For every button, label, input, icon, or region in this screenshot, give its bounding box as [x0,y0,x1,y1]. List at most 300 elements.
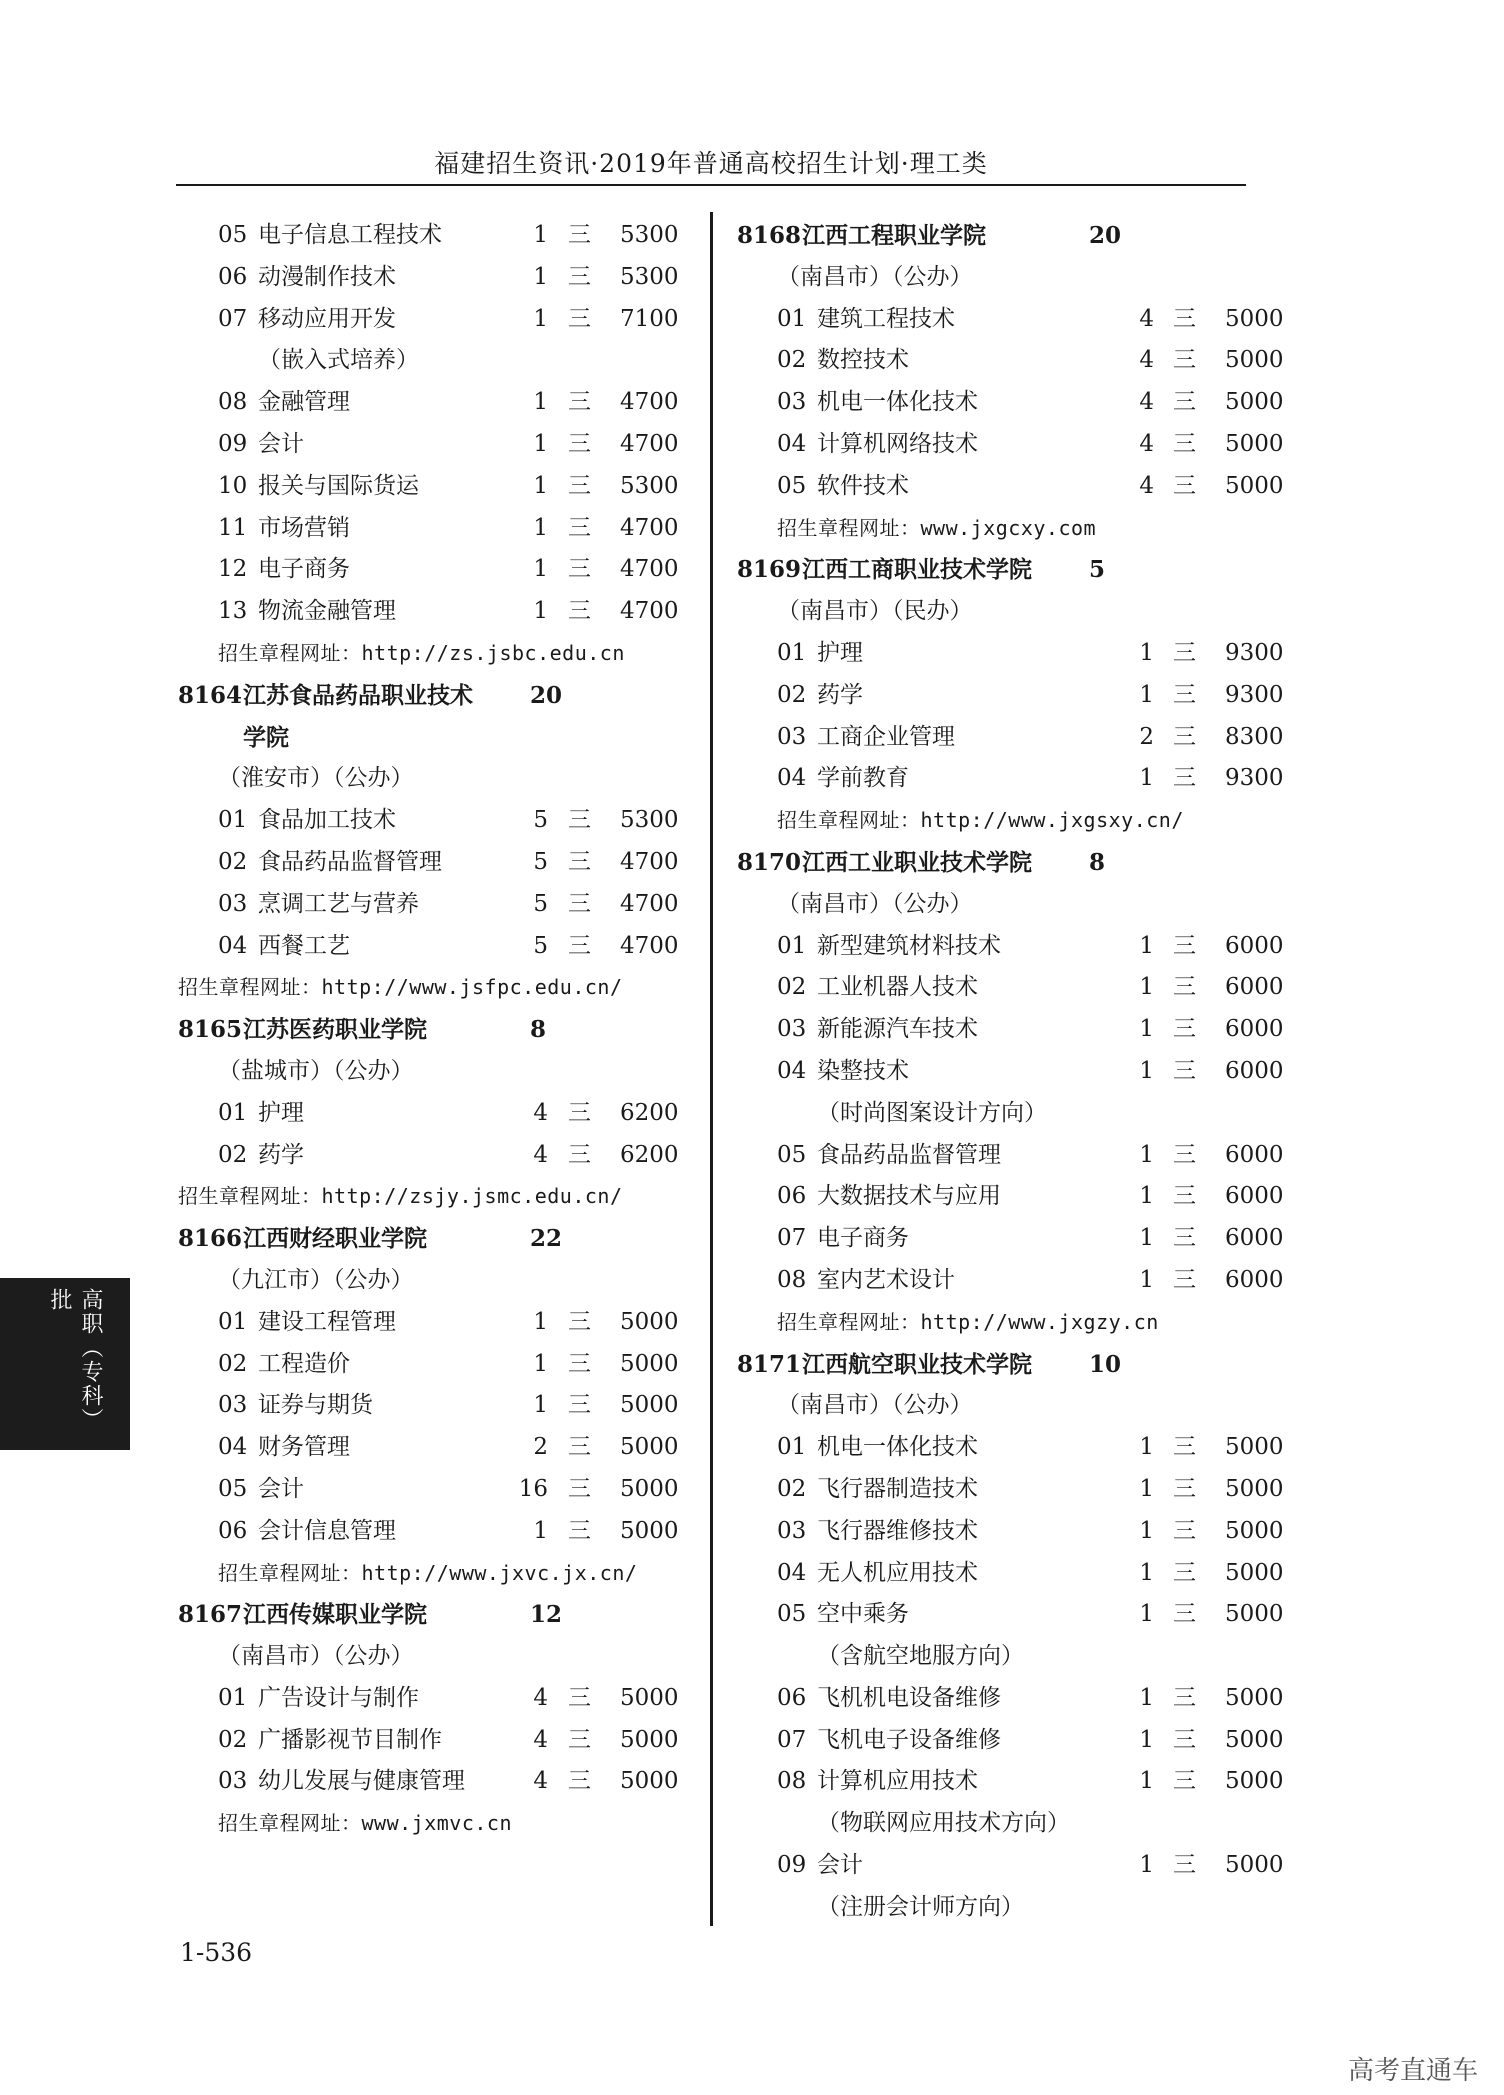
major-category: 三 [1173,305,1196,332]
major-tuition: 5000 [1225,1726,1284,1753]
major-tuition: 6000 [1225,1225,1284,1252]
major-name: 机电一体化技术 [817,389,978,416]
major-plan-count: 1 [1139,1266,1154,1293]
major-plan-count: 2 [1139,723,1154,750]
major-name: 电子商务 [258,556,350,583]
major-code: 13 [218,598,248,625]
major-category: 三 [1173,932,1196,959]
admission-url: 招生章程网址：www.jxmvc.cn [218,1811,512,1836]
major-category: 三 [568,1434,591,1461]
major-code: 06 [777,1684,807,1711]
major-tuition: 6000 [1225,1183,1284,1210]
major-name: 数控技术 [817,347,909,374]
major-category: 三 [1173,1016,1196,1043]
major-row [737,1176,1284,1218]
major-name: 移动应用开发 [258,305,396,332]
major-plan-count: 1 [533,263,548,290]
school-plan-total: 20 [1089,222,1122,249]
major-row [737,1427,1284,1469]
major-tuition: 6000 [1225,974,1284,1001]
major-plan-count: 5 [533,807,548,834]
admission-url-row [178,1803,718,1845]
major-code: 02 [777,974,807,1001]
major-plan-count: 1 [1139,681,1154,708]
school-row [737,549,1257,591]
major-code: 07 [777,1225,807,1252]
major-tuition: 5300 [620,263,679,290]
major-tuition: 5300 [620,807,679,834]
major-plan-count: 1 [533,472,548,499]
admission-url-row [178,967,718,1009]
school-row [178,675,718,717]
major-code: 07 [218,305,248,332]
major-code: 03 [218,1392,248,1419]
major-name: 计算机网络技术 [817,430,978,457]
major-name: 动漫制作技术 [258,263,396,290]
major-tuition: 5000 [620,1434,679,1461]
major-name: 空中乘务 [817,1601,909,1628]
major-category: 三 [568,430,591,457]
school-name: 江西工商职业技术学院 [802,556,1032,584]
major-category: 三 [568,1392,591,1419]
admission-url: 招生章程网址：http://www.jxvc.jx.cn/ [218,1560,638,1585]
major-row [737,1720,1284,1762]
location-line: （淮安市）（公办） [218,765,414,792]
school-name-continued: 学院 [243,723,289,751]
major-name: 物流金融管理 [258,598,396,625]
major-row [178,1511,718,1553]
major-tuition: 5000 [620,1517,679,1544]
major-row [737,466,1284,508]
major-category: 三 [568,1475,591,1502]
major-row [737,1553,1284,1595]
major-plan-count: 1 [533,514,548,541]
major-category: 三 [1173,1225,1196,1252]
major-name: 食品药品监督管理 [817,1141,1001,1168]
major-row [737,1511,1284,1553]
major-category: 三 [568,1768,591,1795]
school-name: 江苏医药职业学院 [243,1016,427,1044]
major-category: 三 [1173,974,1196,1001]
location-line-row [737,591,1257,633]
major-row [178,466,718,508]
major-tuition: 5000 [620,1350,679,1377]
major-name: 证券与期货 [258,1392,373,1419]
major-category: 三 [568,1726,591,1753]
major-name: 飞机电子设备维修 [817,1726,1001,1753]
major-code: 06 [218,263,248,290]
major-name: 新型建筑材料技术 [817,932,1001,959]
major-plan-count: 4 [533,1141,548,1168]
major-plan-count: 1 [533,430,548,457]
major-code: 05 [218,1475,248,1502]
major-tuition: 4700 [620,598,679,625]
major-tuition: 5300 [620,472,679,499]
major-tuition: 9300 [1225,639,1284,666]
school-row [737,1344,1257,1386]
major-code: 04 [777,1057,807,1084]
major-tuition: 5000 [1225,1517,1284,1544]
school-plan-total: 20 [530,681,563,709]
major-row [178,1135,718,1177]
admission-url-row [737,800,1257,842]
major-code: 01 [218,1684,248,1711]
major-name: 工商企业管理 [817,723,955,750]
major-name: 电子信息工程技术 [258,222,442,248]
major-tuition: 4700 [620,430,679,457]
major-category: 三 [568,1684,591,1711]
major-category: 三 [568,1099,591,1126]
major-tuition: 5000 [620,1308,679,1335]
major-category: 三 [1173,723,1196,750]
admission-url-row [737,1302,1257,1344]
major-tuition: 6200 [620,1141,679,1168]
major-plan-count: 4 [533,1768,548,1795]
major-name: 室内艺术设计 [817,1266,955,1293]
right-column [737,215,1284,1929]
location-line: （南昌市）（公办） [218,1643,414,1670]
major-direction-note: （时尚图案设计方向） [817,1099,1047,1126]
major-code: 03 [777,389,807,416]
major-name: 药学 [258,1141,304,1168]
section-side-tab [0,1278,130,1450]
major-row [178,591,718,633]
major-row [737,382,1284,424]
major-plan-count: 5 [533,932,548,959]
major-plan-count: 4 [1139,430,1154,457]
major-plan-count: 1 [1139,1517,1154,1544]
major-tuition: 6000 [1225,1266,1284,1293]
major-row [737,967,1284,1009]
major-tuition: 5000 [1225,305,1284,332]
major-tuition: 4700 [620,556,679,583]
major-category: 三 [568,848,591,875]
major-code: 02 [218,1726,248,1753]
school-code: 8170 [737,848,802,876]
major-plan-count: 1 [1139,1475,1154,1502]
location-line: （盐城市）（公办） [218,1057,414,1084]
major-tuition: 5000 [1225,472,1284,499]
major-code: 09 [777,1852,807,1879]
major-tuition: 5000 [1225,1768,1284,1795]
major-code: 08 [777,1768,807,1795]
major-tuition: 5000 [1225,1434,1284,1461]
major-row [737,424,1284,466]
major-plan-count: 1 [1139,1225,1154,1252]
major-category: 三 [568,932,591,959]
major-category: 三 [1173,430,1196,457]
major-tuition: 4700 [620,514,679,541]
major-category: 三 [568,1141,591,1168]
major-name: 广告设计与制作 [258,1684,419,1711]
major-name: 会计 [817,1852,863,1879]
major-name: 机电一体化技术 [817,1434,978,1461]
major-plan-count: 1 [1139,765,1154,792]
major-category: 三 [568,305,591,332]
major-name: 电子商务 [817,1225,909,1252]
major-row [737,758,1284,800]
major-category: 三 [1173,1517,1196,1544]
major-category: 三 [568,890,591,917]
major-category: 三 [568,1308,591,1335]
major-row [737,1218,1284,1260]
major-name: 药学 [817,681,863,708]
major-tuition: 4700 [620,932,679,959]
school-name: 江西财经职业学院 [243,1225,427,1253]
major-category: 三 [1173,1852,1196,1879]
location-line: （南昌市）（公办） [777,1392,973,1419]
major-code: 04 [777,1559,807,1586]
school-plan-total: 8 [530,1016,547,1044]
major-category: 三 [568,1517,591,1544]
major-plan-count: 1 [533,1392,548,1419]
school-code: 8168 [737,222,802,249]
major-tuition: 6000 [1225,1016,1284,1043]
major-tuition: 9300 [1225,681,1284,708]
major-row [178,424,718,466]
major-code: 03 [777,1517,807,1544]
major-category: 三 [1173,1141,1196,1168]
major-category: 三 [568,514,591,541]
major-plan-count: 1 [1139,1141,1154,1168]
major-name: 飞行器维修技术 [817,1517,978,1544]
major-category: 三 [568,222,591,248]
major-code: 06 [777,1183,807,1210]
admission-url-row [178,1553,718,1595]
school-name: 江西航空职业技术学院 [802,1350,1032,1378]
major-row [178,215,718,257]
major-row [178,1344,718,1386]
major-plan-count: 1 [1139,932,1154,959]
major-code: 04 [777,765,807,792]
school-name: 江西工业职业技术学院 [802,848,1032,876]
major-code: 07 [777,1726,807,1753]
school-row [178,1594,718,1636]
school-name: 江苏食品药品职业技术 [243,681,473,709]
major-direction-note: （含航空地服方向） [817,1643,1024,1670]
major-code: 02 [777,347,807,374]
major-row [737,1761,1284,1803]
major-name: 市场营销 [258,514,350,541]
major-name: 广播影视节目制作 [258,1726,442,1753]
major-name: 幼儿发展与健康管理 [258,1768,465,1795]
major-plan-count: 1 [1139,1434,1154,1461]
major-row [178,299,718,341]
major-row [178,842,718,884]
major-tuition: 5000 [1225,1559,1284,1586]
admission-url-row [178,1176,718,1218]
major-name: 金融管理 [258,389,350,416]
major-plan-count: 1 [1139,1057,1154,1084]
major-category: 三 [568,1350,591,1377]
major-plan-count: 1 [533,389,548,416]
location-line: （南昌市）（公办） [777,263,973,290]
side-tab-label: 高职（专科）批 [47,1288,103,1432]
major-code: 10 [218,472,248,499]
major-row [737,675,1284,717]
major-direction-note: （注册会计师方向） [817,1893,1024,1920]
location-line-row [737,257,1257,299]
school-code: 8167 [178,1601,243,1629]
school-code: 8165 [178,1016,243,1044]
major-code: 08 [218,389,248,416]
major-direction-note: （物联网应用技术方向） [817,1810,1070,1837]
school-name-continued-row [178,717,718,759]
major-code: 04 [218,1434,248,1461]
major-category: 三 [1173,1266,1196,1293]
major-category: 三 [1173,1434,1196,1461]
major-plan-count: 1 [533,556,548,583]
major-plan-count: 1 [533,1350,548,1377]
major-direction-note-row [737,1887,1257,1929]
major-name: 工业机器人技术 [817,974,978,1001]
major-row [178,549,718,591]
major-name: 大数据技术与应用 [817,1183,1001,1210]
major-code: 12 [218,556,248,583]
left-column [178,215,718,1845]
major-code: 03 [218,890,248,917]
major-name: 飞行器制造技术 [817,1475,978,1502]
major-plan-count: 1 [533,598,548,625]
major-row [737,633,1284,675]
major-code: 04 [777,430,807,457]
major-name: 食品药品监督管理 [258,848,442,875]
major-category: 三 [568,472,591,499]
school-plan-total: 10 [1089,1350,1122,1378]
major-category: 三 [568,807,591,834]
major-name: 工程造价 [258,1350,350,1377]
school-plan-total: 12 [530,1601,563,1629]
major-plan-count: 4 [533,1726,548,1753]
major-code: 02 [218,1350,248,1377]
major-row [737,1009,1284,1051]
major-code: 08 [777,1266,807,1293]
major-row [178,1093,718,1135]
major-tuition: 5000 [620,1475,679,1502]
major-code: 01 [777,1434,807,1461]
major-name: 护理 [817,639,863,666]
major-category: 三 [1173,681,1196,708]
major-tuition: 5000 [1225,389,1284,416]
major-row [178,1469,718,1511]
major-row [178,257,718,299]
major-tuition: 6000 [1225,1141,1284,1168]
running-header: 福建招生资讯·2019年普通高校招生计划·理工类 [434,149,988,178]
major-row [737,1469,1284,1511]
major-plan-count: 5 [533,890,548,917]
major-name: 食品加工技术 [258,807,396,834]
major-category: 三 [1173,765,1196,792]
major-code: 04 [218,932,248,959]
major-plan-count: 16 [518,1475,548,1502]
major-code: 03 [777,1016,807,1043]
major-name: 报关与国际货运 [258,472,419,499]
major-code: 03 [777,723,807,750]
major-row [737,717,1284,759]
school-code: 8164 [178,681,243,709]
admission-url: 招生章程网址：http://zs.jsbc.edu.cn [218,640,625,665]
major-row [737,1594,1284,1636]
header-rule [176,184,1246,186]
major-plan-count: 2 [533,1434,548,1461]
major-plan-count: 1 [1139,1768,1154,1795]
major-code: 05 [777,1601,807,1628]
location-line-row [178,1636,718,1678]
major-category: 三 [1173,389,1196,416]
major-direction-note-row [737,1803,1257,1845]
watermark: 高考直通车 [1347,2056,1478,2086]
page-number: 1-536 [180,1938,253,1967]
location-line: （九江市）（公办） [218,1266,414,1293]
major-plan-count: 1 [1139,1559,1154,1586]
major-name: 飞机机电设备维修 [817,1684,1001,1711]
major-row [737,926,1284,968]
major-code: 01 [777,932,807,959]
major-plan-count: 1 [1139,1601,1154,1628]
location-line: （南昌市）（公办） [777,890,973,917]
major-code: 01 [218,1099,248,1126]
location-line-row [737,1385,1257,1427]
major-plan-count: 1 [533,222,548,248]
school-row [737,215,1257,257]
major-plan-count: 4 [1139,305,1154,332]
major-name: 新能源汽车技术 [817,1016,978,1043]
major-tuition: 5000 [1225,430,1284,457]
major-plan-count: 1 [1139,1726,1154,1753]
major-tuition: 5000 [620,1684,679,1711]
major-tuition: 4700 [620,848,679,875]
major-row [178,1761,718,1803]
major-row [178,1678,718,1720]
major-plan-count: 1 [1139,1016,1154,1043]
major-row [178,1302,718,1344]
major-plan-count: 4 [533,1684,548,1711]
major-tuition: 5000 [620,1768,679,1795]
major-category: 三 [1173,1601,1196,1628]
major-code: 01 [218,1308,248,1335]
major-code: 01 [777,305,807,332]
major-code: 01 [777,639,807,666]
major-plan-count: 4 [1139,389,1154,416]
major-category: 三 [1173,1768,1196,1795]
school-code: 8166 [178,1225,243,1253]
major-row [737,340,1284,382]
major-category: 三 [1173,1057,1196,1084]
admission-url: 招生章程网址：http://zsjy.jsmc.edu.cn/ [178,1184,623,1209]
admission-url: 招生章程网址：www.jxgcxy.com [777,515,1097,540]
major-category: 三 [1173,1183,1196,1210]
major-row [178,884,718,926]
major-code: 05 [218,222,248,248]
major-plan-count: 1 [533,1308,548,1335]
school-name: 江西传媒职业学院 [243,1601,427,1629]
admission-url: 招生章程网址：http://www.jxgzy.cn [777,1309,1159,1334]
major-name: 学前教育 [817,765,909,792]
major-row [178,508,718,550]
major-category: 三 [568,389,591,416]
major-plan-count: 1 [1139,1183,1154,1210]
major-name: 软件技术 [817,472,909,499]
major-name: 会计 [258,430,304,457]
school-plan-total: 22 [530,1225,563,1253]
major-code: 03 [218,1768,248,1795]
major-name: 会计信息管理 [258,1517,396,1544]
major-category: 三 [568,263,591,290]
major-row [737,1135,1284,1177]
major-category: 三 [1173,1684,1196,1711]
major-category: 三 [568,598,591,625]
major-row [178,1385,718,1427]
